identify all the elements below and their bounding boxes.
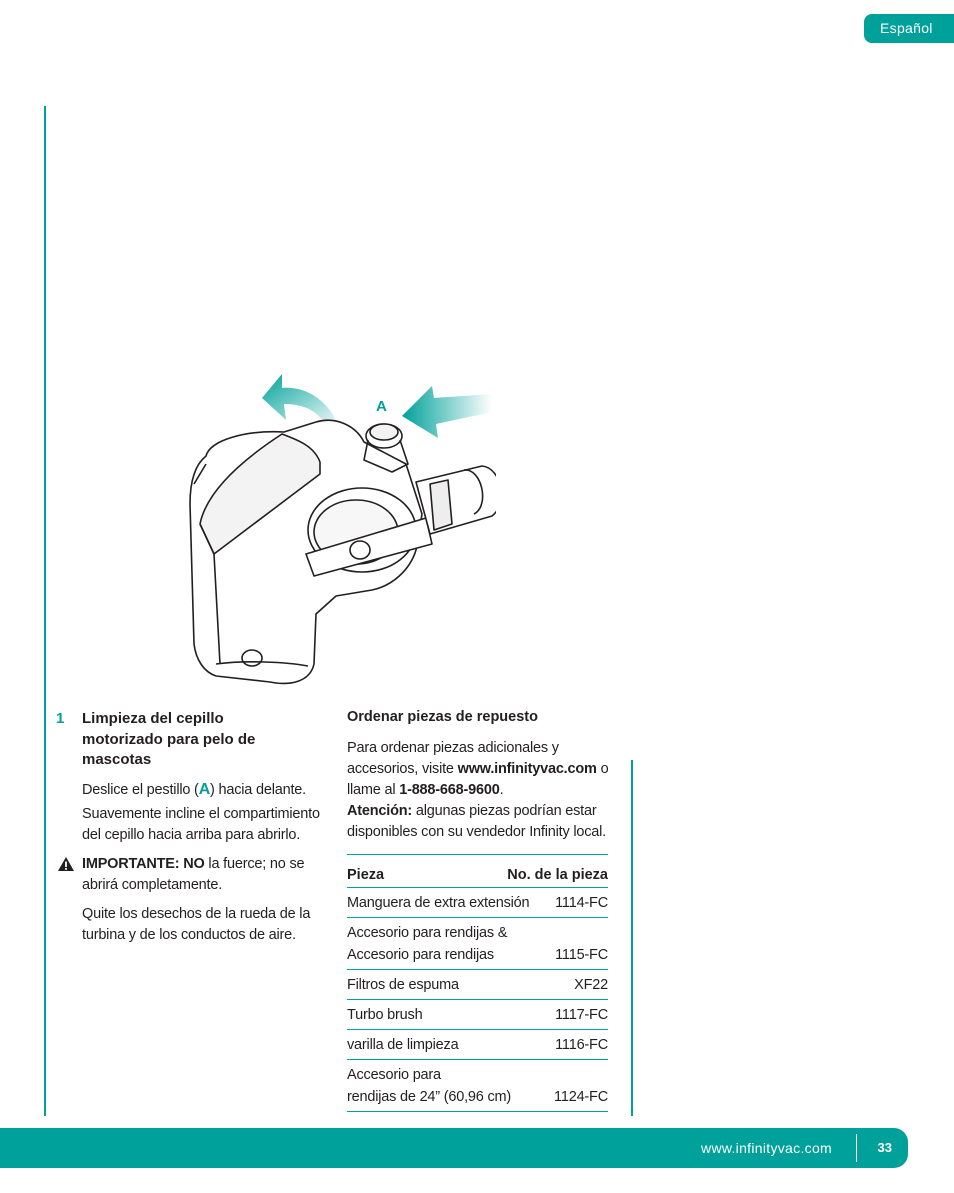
step-paragraph-1-after: ) hacia delante. bbox=[210, 782, 306, 798]
header-part: Pieza bbox=[347, 867, 385, 883]
latch-label: A bbox=[376, 398, 387, 415]
part-number: 1117-FC bbox=[555, 1007, 608, 1023]
warning-label: IMPORTANTE: NO bbox=[82, 856, 205, 872]
table-row bbox=[347, 888, 608, 918]
order-text-3: . bbox=[499, 782, 504, 798]
order-parts-text bbox=[347, 738, 622, 843]
warning-icon bbox=[57, 856, 75, 872]
footer-divider bbox=[856, 1134, 857, 1162]
latch-letter: A bbox=[198, 781, 211, 798]
order-text-2: o llame al bbox=[347, 761, 609, 798]
table-row bbox=[347, 1030, 608, 1060]
table-row bbox=[347, 970, 608, 1000]
part-name: Accesorio para rendijas & Accesorio para rendijas bbox=[347, 925, 508, 963]
language-tab: Español bbox=[864, 14, 954, 43]
table-row bbox=[347, 918, 608, 970]
step-paragraph-1-before: Deslice el pestillo ( bbox=[82, 782, 199, 798]
step-title: Limpieza del cepillo motorizado para pelo de mascotas bbox=[82, 710, 256, 768]
footer-url[interactable]: www.infinityvac.com bbox=[701, 1140, 832, 1156]
page-number: 33 bbox=[877, 1140, 892, 1155]
part-number: 1124-FC bbox=[554, 1089, 608, 1105]
part-name: varilla de limpieza bbox=[347, 1037, 459, 1053]
left-accent-rule bbox=[44, 106, 46, 1116]
table-row bbox=[347, 1000, 608, 1030]
warning-paragraph bbox=[82, 854, 327, 896]
part-number: 1115-FC bbox=[555, 947, 608, 963]
step-paragraph-2: Suavemente incline el compartimiento del cepillo hacia arriba para abrirlo. bbox=[82, 806, 320, 843]
part-name: Turbo brush bbox=[347, 1007, 423, 1023]
header-part-number: No. de la pieza bbox=[507, 867, 608, 883]
pet-brush-illustration bbox=[186, 364, 496, 686]
right-accent-rule bbox=[631, 760, 633, 1116]
parts-table-header bbox=[347, 855, 608, 888]
push-arrow-icon bbox=[402, 386, 492, 438]
part-name: Accesorio para rendijas de 24” (60,96 cm) bbox=[347, 1067, 512, 1105]
attention-text: algunas piezas podrían estar disponibles con su vendedor Infinity local. bbox=[347, 803, 607, 840]
order-parts-title: Ordenar piezas de repuesto bbox=[347, 709, 538, 725]
warning-text: la fuerce; no se abrirá completamente. bbox=[82, 856, 305, 893]
table-row bbox=[347, 1060, 608, 1112]
parts-table bbox=[347, 854, 608, 1112]
footer-bar bbox=[0, 1128, 908, 1168]
part-name: Manguera de extra extensión bbox=[347, 895, 530, 911]
part-number: 1116-FC bbox=[555, 1037, 608, 1053]
part-number: XF22 bbox=[574, 977, 608, 993]
step-number: 1 bbox=[56, 710, 65, 727]
phone-number: 1-888-668-9600 bbox=[399, 782, 500, 798]
attention-label: Atención: bbox=[347, 803, 413, 819]
tilt-arrow-icon bbox=[262, 374, 338, 426]
step-paragraph-3: Quite los desechos de la rueda de la turbina y de los conductos de aire. bbox=[82, 906, 311, 943]
part-number: 1114-FC bbox=[555, 895, 608, 911]
step-paragraph-1 bbox=[82, 779, 327, 801]
part-name: Filtros de espuma bbox=[347, 977, 459, 993]
order-text-1: Para ordenar piezas adicionales y accesorios, visite bbox=[347, 740, 559, 777]
website-link[interactable]: www.infinityvac.com bbox=[457, 761, 597, 777]
